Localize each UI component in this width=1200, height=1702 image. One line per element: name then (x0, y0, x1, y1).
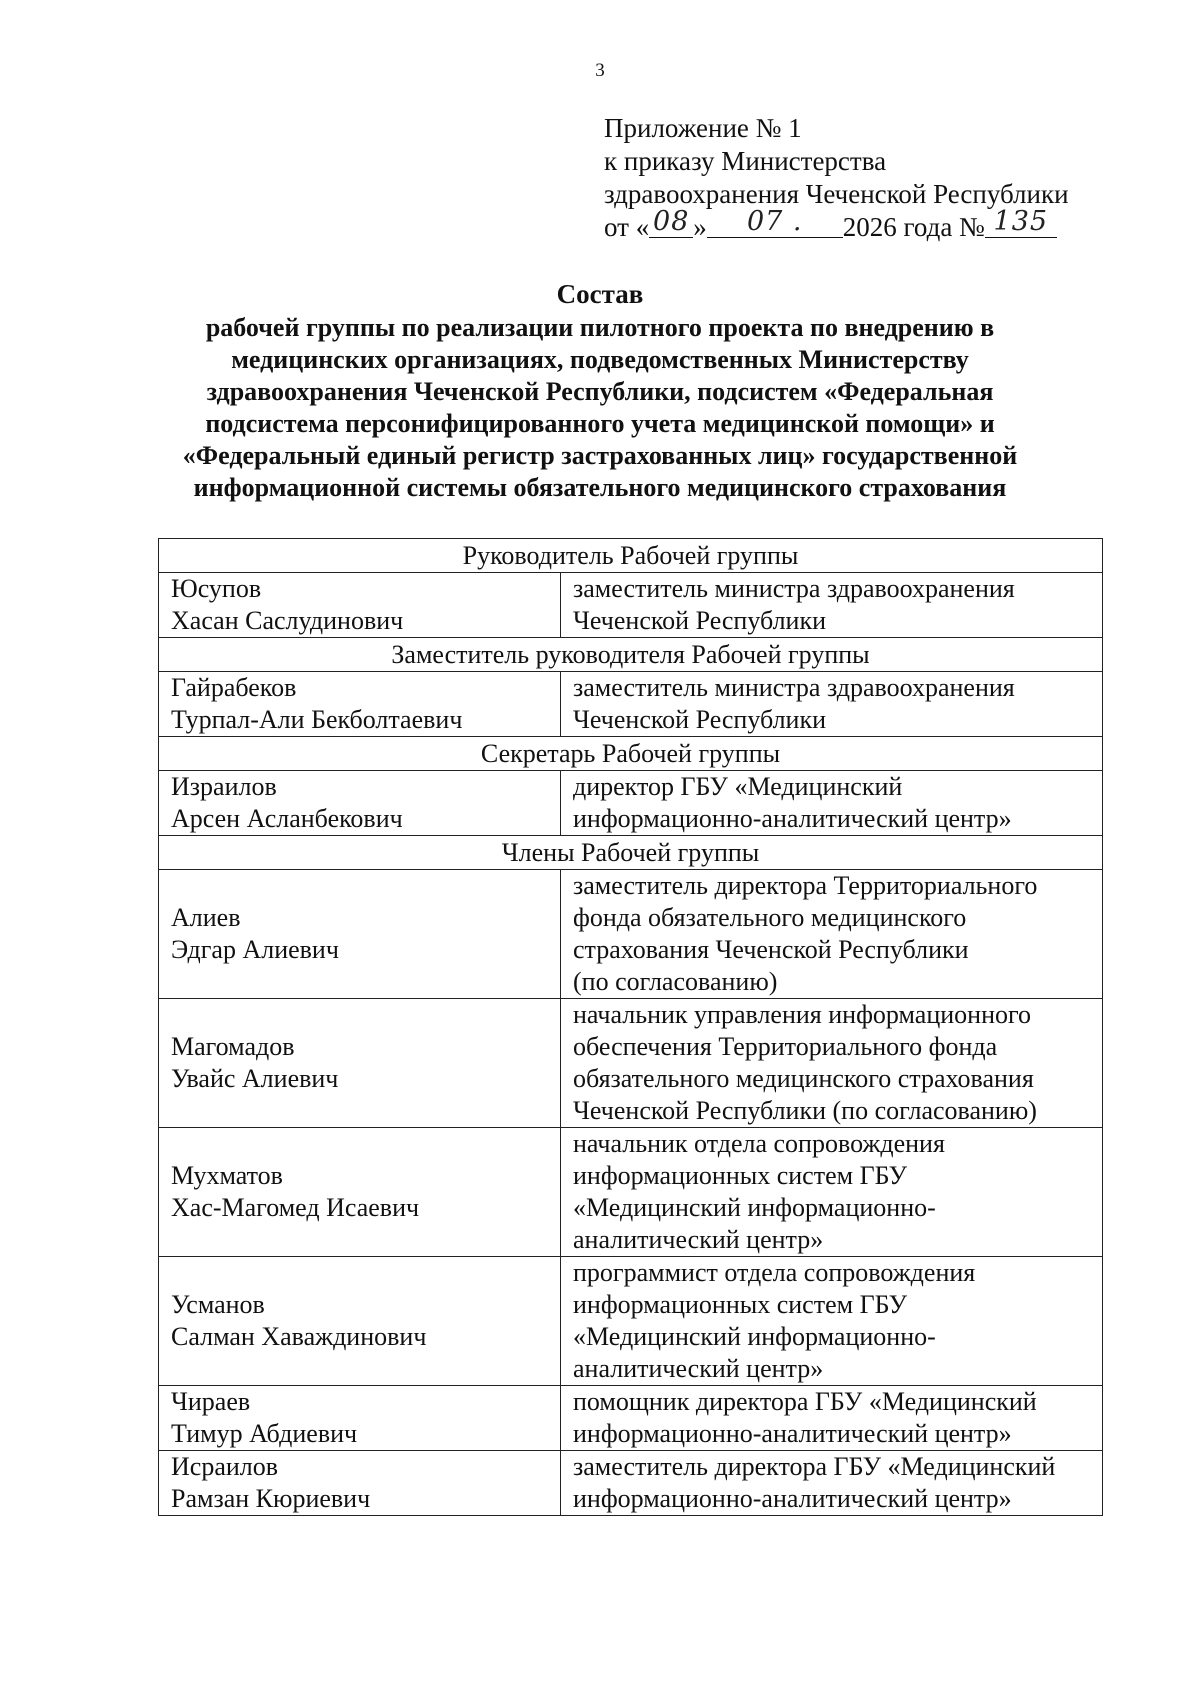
member-surname: Чираев (171, 1387, 251, 1416)
handwritten-month: 07 . (746, 206, 803, 237)
date-prefix: от « (604, 212, 650, 242)
section-header: Руководитель Рабочей группы (159, 539, 1103, 573)
member-given-names: Салман Хаваждинович (171, 1322, 427, 1351)
member-given-names: Рамзан Кюриевич (171, 1484, 371, 1513)
member-position-line: информационно-аналитический центр» (573, 1419, 1012, 1448)
member-position-line: фонда обязательного медицинского (573, 903, 967, 932)
number-blank (985, 206, 1057, 238)
member-position-line: обязательного медицинского страхования (573, 1064, 1034, 1093)
title-line: «Федеральный единый регистр застрахованных лиц» государственной (182, 441, 1018, 470)
appendix-line-2: к приказу Министерства (604, 146, 887, 176)
member-row (159, 1257, 1103, 1386)
member-position-line: аналитический центр» (573, 1354, 824, 1383)
member-position-line: информационных систем ГБУ (573, 1290, 908, 1319)
member-surname: Усманов (171, 1290, 265, 1319)
member-name-cell (159, 1257, 561, 1386)
member-row (159, 870, 1103, 999)
title-heading: Состав (556, 279, 644, 309)
section-header-row (159, 638, 1103, 672)
month-blank (707, 206, 843, 238)
section-header-row (159, 836, 1103, 870)
member-position-line: аналитический центр» (573, 1225, 824, 1254)
member-row (159, 999, 1103, 1128)
member-position-line: заместитель директора Территориального (573, 871, 1038, 900)
document-title (0, 278, 1200, 504)
order-date-line (604, 206, 1069, 244)
member-given-names: Хас-Магомед Исаевич (171, 1193, 420, 1222)
member-position-line: информационно-аналитический центр» (573, 804, 1012, 833)
member-position-cell (561, 1451, 1103, 1516)
section-header-row (159, 737, 1103, 771)
member-position-cell (561, 870, 1103, 999)
member-name-cell (159, 999, 561, 1128)
title-line: рабочей группы по реализации пилотного проекта по внедрению в (205, 313, 995, 342)
member-position-line: информационных систем ГБУ (573, 1161, 908, 1190)
member-position-cell (561, 1128, 1103, 1257)
member-name-cell (159, 672, 561, 737)
member-name-cell (159, 1451, 561, 1516)
appendix-line-3: здравоохранения Чеченской Республики (604, 179, 1069, 209)
member-surname: Гайрабеков (171, 673, 297, 702)
member-name-cell (159, 573, 561, 638)
section-header-row (159, 539, 1103, 573)
title-line: медицинских организациях, подведомственных Министерству (231, 345, 969, 374)
section-header: Секретарь Рабочей группы (159, 737, 1103, 771)
member-position-line: помощник директора ГБУ «Медицинский (573, 1387, 1037, 1416)
day-blank (649, 206, 693, 238)
member-given-names: Увайс Алиевич (171, 1064, 339, 1093)
working-group-table (158, 538, 1103, 1516)
member-position-cell (561, 771, 1103, 836)
member-given-names: Эдгар Алиевич (171, 935, 339, 964)
member-position-line: Чеченской Республики (по согласованию) (573, 1096, 1037, 1125)
member-position-cell (561, 1257, 1103, 1386)
member-given-names: Турпал-Али Бекболтаевич (171, 705, 463, 734)
member-position-line: Чеченской Республики (573, 705, 827, 734)
member-given-names: Арсен Асланбекович (171, 804, 403, 833)
appendix-line-1: Приложение № 1 (604, 113, 802, 143)
section-header: Заместитель руководителя Рабочей группы (159, 638, 1103, 672)
member-name-cell (159, 771, 561, 836)
title-line: подсистема персонифицированного учета медицинской помощи» и (205, 409, 995, 438)
member-position-line: «Медицинский информационно- (573, 1193, 936, 1222)
member-row (159, 1451, 1103, 1516)
member-given-names: Тимур Абдиевич (171, 1419, 358, 1448)
member-position-cell (561, 1386, 1103, 1451)
member-surname: Исраилов (171, 1452, 279, 1481)
member-row (159, 1386, 1103, 1451)
date-quote-close: » (693, 212, 707, 242)
member-position-line: заместитель министра здравоохранения (573, 574, 1015, 603)
section-header: Члены Рабочей группы (159, 836, 1103, 870)
year-text: 2026 года № (842, 212, 985, 242)
title-line: информационной системы обязательного медицинского страхования (193, 473, 1007, 502)
member-position-line: начальник отдела сопровождения (573, 1129, 945, 1158)
member-position-line: заместитель министра здравоохранения (573, 673, 1015, 702)
member-position-line: информационно-аналитический центр» (573, 1484, 1012, 1513)
member-surname: Магомадов (171, 1032, 295, 1061)
member-row (159, 1128, 1103, 1257)
member-position-line: директор ГБУ «Медицинский (573, 772, 903, 801)
member-row (159, 573, 1103, 638)
member-position-cell (561, 672, 1103, 737)
member-name-cell (159, 1386, 561, 1451)
member-given-names: Хасан Саслудинович (171, 606, 404, 635)
member-position-line: начальник управления информационного (573, 1000, 1032, 1029)
member-name-cell (159, 870, 561, 999)
member-position-line: заместитель директора ГБУ «Медицинский (573, 1452, 1056, 1481)
member-position-line: «Медицинский информационно- (573, 1322, 936, 1351)
member-position-line: обеспечения Территориального фонда (573, 1032, 998, 1061)
member-position-line: страхования Чеченской Республики (573, 935, 969, 964)
member-surname: Юсупов (171, 574, 262, 603)
member-position-line: (по согласованию) (573, 967, 778, 996)
member-position-cell (561, 573, 1103, 638)
handwritten-day: 08 (653, 206, 690, 237)
member-position-line: Чеченской Республики (573, 606, 827, 635)
member-surname: Израилов (171, 772, 277, 801)
member-surname: Алиев (171, 903, 241, 932)
title-line: здравоохранения Чеченской Республики, подсистем «Федеральная (206, 377, 994, 406)
handwritten-order-number: 135 (993, 206, 1049, 237)
member-position-line: программист отдела сопровождения (573, 1258, 976, 1287)
appendix-block (604, 112, 1069, 244)
member-row (159, 672, 1103, 737)
member-row (159, 771, 1103, 836)
member-surname: Мухматов (171, 1161, 283, 1190)
member-position-cell (561, 999, 1103, 1128)
member-name-cell (159, 1128, 561, 1257)
page-number: 3 (595, 60, 605, 81)
